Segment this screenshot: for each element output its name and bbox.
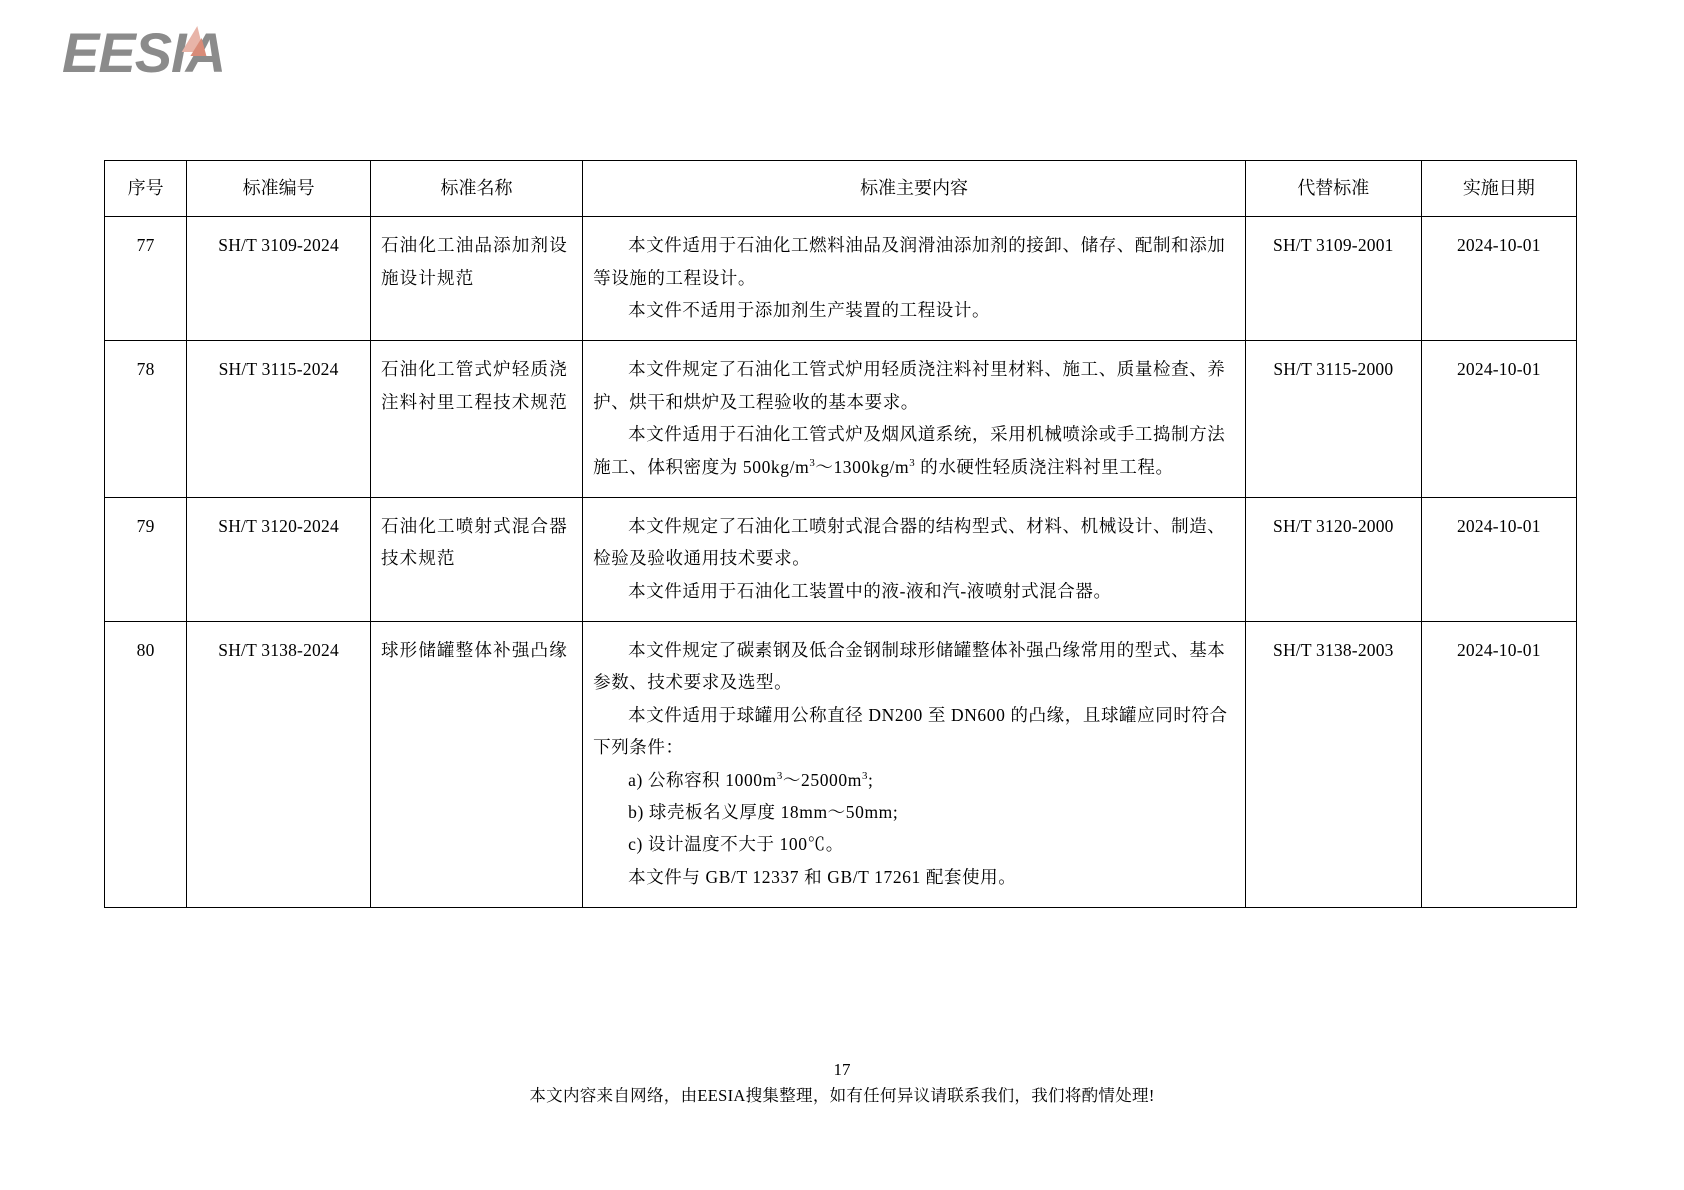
cell-no: 78: [105, 341, 187, 498]
table-row: [105, 217, 1577, 341]
cell-date: 2024-10-01: [1421, 497, 1576, 621]
cell-replaced: SH/T 3109-2001: [1246, 217, 1422, 341]
column-header-date: 实施日期: [1421, 161, 1576, 217]
page-footer: [0, 1060, 1684, 1106]
logo-accent-shape-secondary: [190, 38, 209, 56]
cell-name: 石油化工喷射式混合器技术规范: [370, 497, 582, 621]
cell-no: 80: [105, 622, 187, 908]
cell-no: 77: [105, 217, 187, 341]
column-header-content: 标准主要内容: [583, 161, 1246, 217]
cell-content: [583, 497, 1246, 621]
content-paragraph: 本文件适用于球罐用公称直径 DN200 至 DN600 的凸缘，且球罐应同时符合下列条件：: [593, 704, 1228, 758]
standards-table-container: [104, 160, 1577, 908]
cell-code: SH/T 3109-2024: [187, 217, 371, 341]
cell-content: [583, 217, 1246, 341]
cell-code: SH/T 3120-2024: [187, 497, 371, 621]
content-list-item: a) 公称容积 $1000m^3\sim 25000m^3$;: [628, 769, 874, 790]
standards-table: [104, 160, 1577, 908]
content-paragraph: 本文件规定了石油化工喷射式混合器的结构型式、材料、机械设计、制造、检验及验收通用技术要求。: [593, 515, 1226, 569]
content-paragraph: 本文件与 GB/T 12337 和 GB/T 17261 配套使用。: [628, 866, 1017, 887]
content-paragraph: 本文件规定了石油化工管式炉用轻质浇注料衬里材料、施工、质量检查、养护、烘干和烘炉及工程验收的基本要求。: [593, 359, 1226, 412]
cell-name: 球形储罐整体补强凸缘: [370, 622, 582, 908]
cell-replaced: SH/T 3138-2003: [1246, 622, 1422, 908]
column-header-name: 标准名称: [370, 161, 582, 217]
cell-date: 2024-10-01: [1421, 341, 1576, 498]
cell-name: 石油化工油品添加剂设施设计规范: [370, 217, 582, 341]
column-header-code: 标准编号: [187, 161, 371, 217]
table-row: [105, 622, 1577, 908]
cell-content: [583, 341, 1246, 498]
table-row: [105, 341, 1577, 498]
content-paragraph: 本文件不适用于添加剂生产装置的工程设计。: [628, 300, 991, 321]
cell-code: SH/T 3115-2024: [187, 341, 371, 498]
content-list-item: b) 球壳板名义厚度 18mm～50mm;: [628, 801, 899, 822]
brand-logo: [62, 18, 292, 88]
content-paragraph: 本文件适用于石油化工管式炉及烟风道系统，采用机械喷涂或手工捣制方法施工、体积密度为 $500kg/m^3\sim 1300kg/m^3$ 的水硬性轻质浇注料衬里工程。: [593, 424, 1226, 477]
column-header-no: 序号: [105, 161, 187, 217]
cell-date: 2024-10-01: [1421, 217, 1576, 341]
cell-replaced: SH/T 3115-2000: [1246, 341, 1422, 498]
table-header-row: [105, 161, 1577, 217]
cell-code: SH/T 3138-2024: [187, 622, 371, 908]
cell-date: 2024-10-01: [1421, 622, 1576, 908]
content-paragraph: 本文件适用于石油化工装置中的液-液和汽-液喷射式混合器。: [628, 580, 1112, 601]
cell-content: [583, 622, 1246, 908]
content-paragraph: 本文件适用于石油化工燃料油品及润滑油添加剂的接卸、储存、配制和添加等设施的工程设计。: [593, 235, 1226, 288]
content-paragraph: 本文件规定了碳素钢及低合金钢制球形储罐整体补强凸缘常用的型式、基本参数、技术要求及选型。: [593, 640, 1226, 693]
page-number: 17: [833, 1060, 851, 1079]
content-list-item: c) 设计温度不大于 100℃。: [628, 834, 844, 855]
table-row: [105, 497, 1577, 621]
cell-replaced: SH/T 3120-2000: [1246, 497, 1422, 621]
cell-no: 79: [105, 497, 187, 621]
brand-logo-text: EESIA: [62, 21, 226, 84]
cell-name: 石油化工管式炉轻质浇注料衬里工程技术规范: [370, 341, 582, 498]
column-header-replaced: 代替标准: [1246, 161, 1422, 217]
footer-notice: 本文内容来自网络，由EESIA搜集整理，如有任何异议请联系我们，我们将酌情处理!: [529, 1086, 1155, 1105]
